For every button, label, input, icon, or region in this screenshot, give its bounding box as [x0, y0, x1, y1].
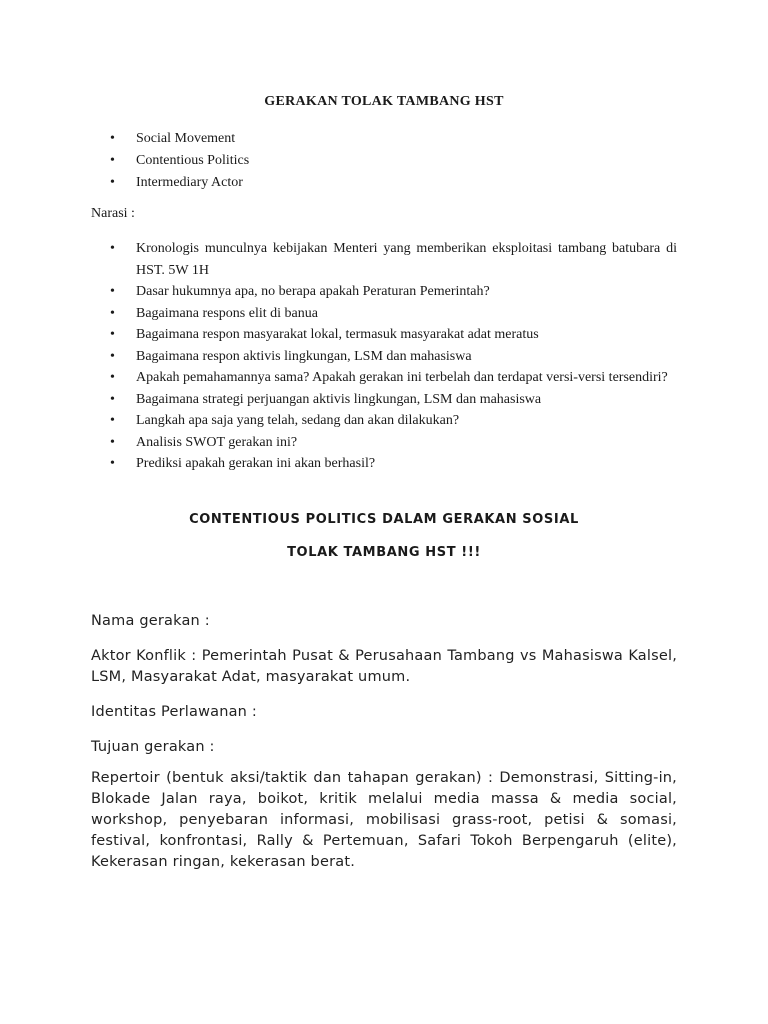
bullet-icon: • — [110, 391, 115, 407]
nama-gerakan-label: Nama gerakan : — [91, 613, 210, 629]
list-item: • Analisis SWOT gerakan ini? — [136, 432, 677, 454]
bullet-icon: • — [110, 284, 115, 299]
identitas-label: Identitas Perlawanan : — [91, 704, 257, 720]
list-item: • Apakah pemahamannya sama? Apakah gerakan ini terbelah dan terdapat versi-versi tersendiri? — [136, 367, 677, 389]
list-item: • Bagaimana strategi perjuangan aktivis lingkungan, LSM dan mahasiswa — [136, 389, 677, 411]
list-item: • Bagaimana respon masyarakat lokal, termasuk masyarakat adat meratus — [136, 324, 677, 346]
list-item: • Dasar hukumnya apa, no berapa apakah Peraturan Pemerintah? — [136, 281, 677, 303]
bullet-icon: • — [110, 434, 115, 450]
list-item: • Bagaimana respon aktivis lingkungan, LSM dan mahasiswa — [136, 346, 677, 368]
bullet-icon: • — [110, 241, 115, 256]
bullet-icon: • — [110, 327, 115, 342]
bullet-icon: • — [110, 153, 115, 168]
tujuan-label: Tujuan gerakan : — [91, 739, 215, 755]
list-item: • Intermediary Actor — [136, 172, 676, 194]
bullet-icon: • — [110, 413, 115, 428]
list-item: • Contentious Politics — [136, 150, 676, 172]
list-item: • Bagaimana respons elit di banua — [136, 303, 677, 325]
document-title: GERAKAN TOLAK TAMBANG HST — [264, 94, 504, 109]
bullet-icon: • — [110, 348, 115, 364]
list-item: • Kronologis munculnya kebijakan Menteri yang memberikan eksploitasi tambang batubara di HST. 5W 1H — [136, 238, 677, 281]
section-heading: CONTENTIOUS POLITICS DALAM GERAKAN SOSIAL — [189, 512, 579, 527]
bullet-icon: • — [110, 370, 115, 385]
list-item: • Langkah apa saja yang telah, sedang dan akan dilakukan? — [136, 410, 677, 432]
list-item: • Prediksi apakah gerakan ini akan berhasil? — [136, 453, 677, 475]
topic-list — [110, 128, 676, 194]
narasi-list — [110, 238, 677, 475]
aktor-konflik-paragraph: Aktor Konflik : Pemerintah Pusat & Perusahaan Tambang vs Mahasiswa Kalsel, LSM, Masyarakat Adat, masyarakat umum. — [91, 648, 677, 685]
section-subheading: TOLAK TAMBANG HST !!! — [287, 545, 481, 560]
bullet-icon: • — [110, 456, 115, 471]
bullet-icon: • — [110, 131, 115, 146]
bullet-icon: • — [110, 175, 115, 190]
repertoir-paragraph: Repertoir (bentuk aksi/taktik dan tahapan gerakan) : Demonstrasi, Sitting-in, Blokade Jalan raya, boikot, kritik melalui media massa & media social, workshop, penyebaran informasi, mobilisasi grass-root, petisi & somasi, festival, konfrontasi, Rally & Pertemuan, Safari Tokoh Berpengaruh (elite), Kekerasan ringan, kekerasan berat. — [91, 770, 677, 870]
narasi-label: Narasi : — [91, 206, 135, 221]
list-item: • Social Movement — [136, 128, 676, 150]
bullet-icon: • — [110, 305, 115, 321]
